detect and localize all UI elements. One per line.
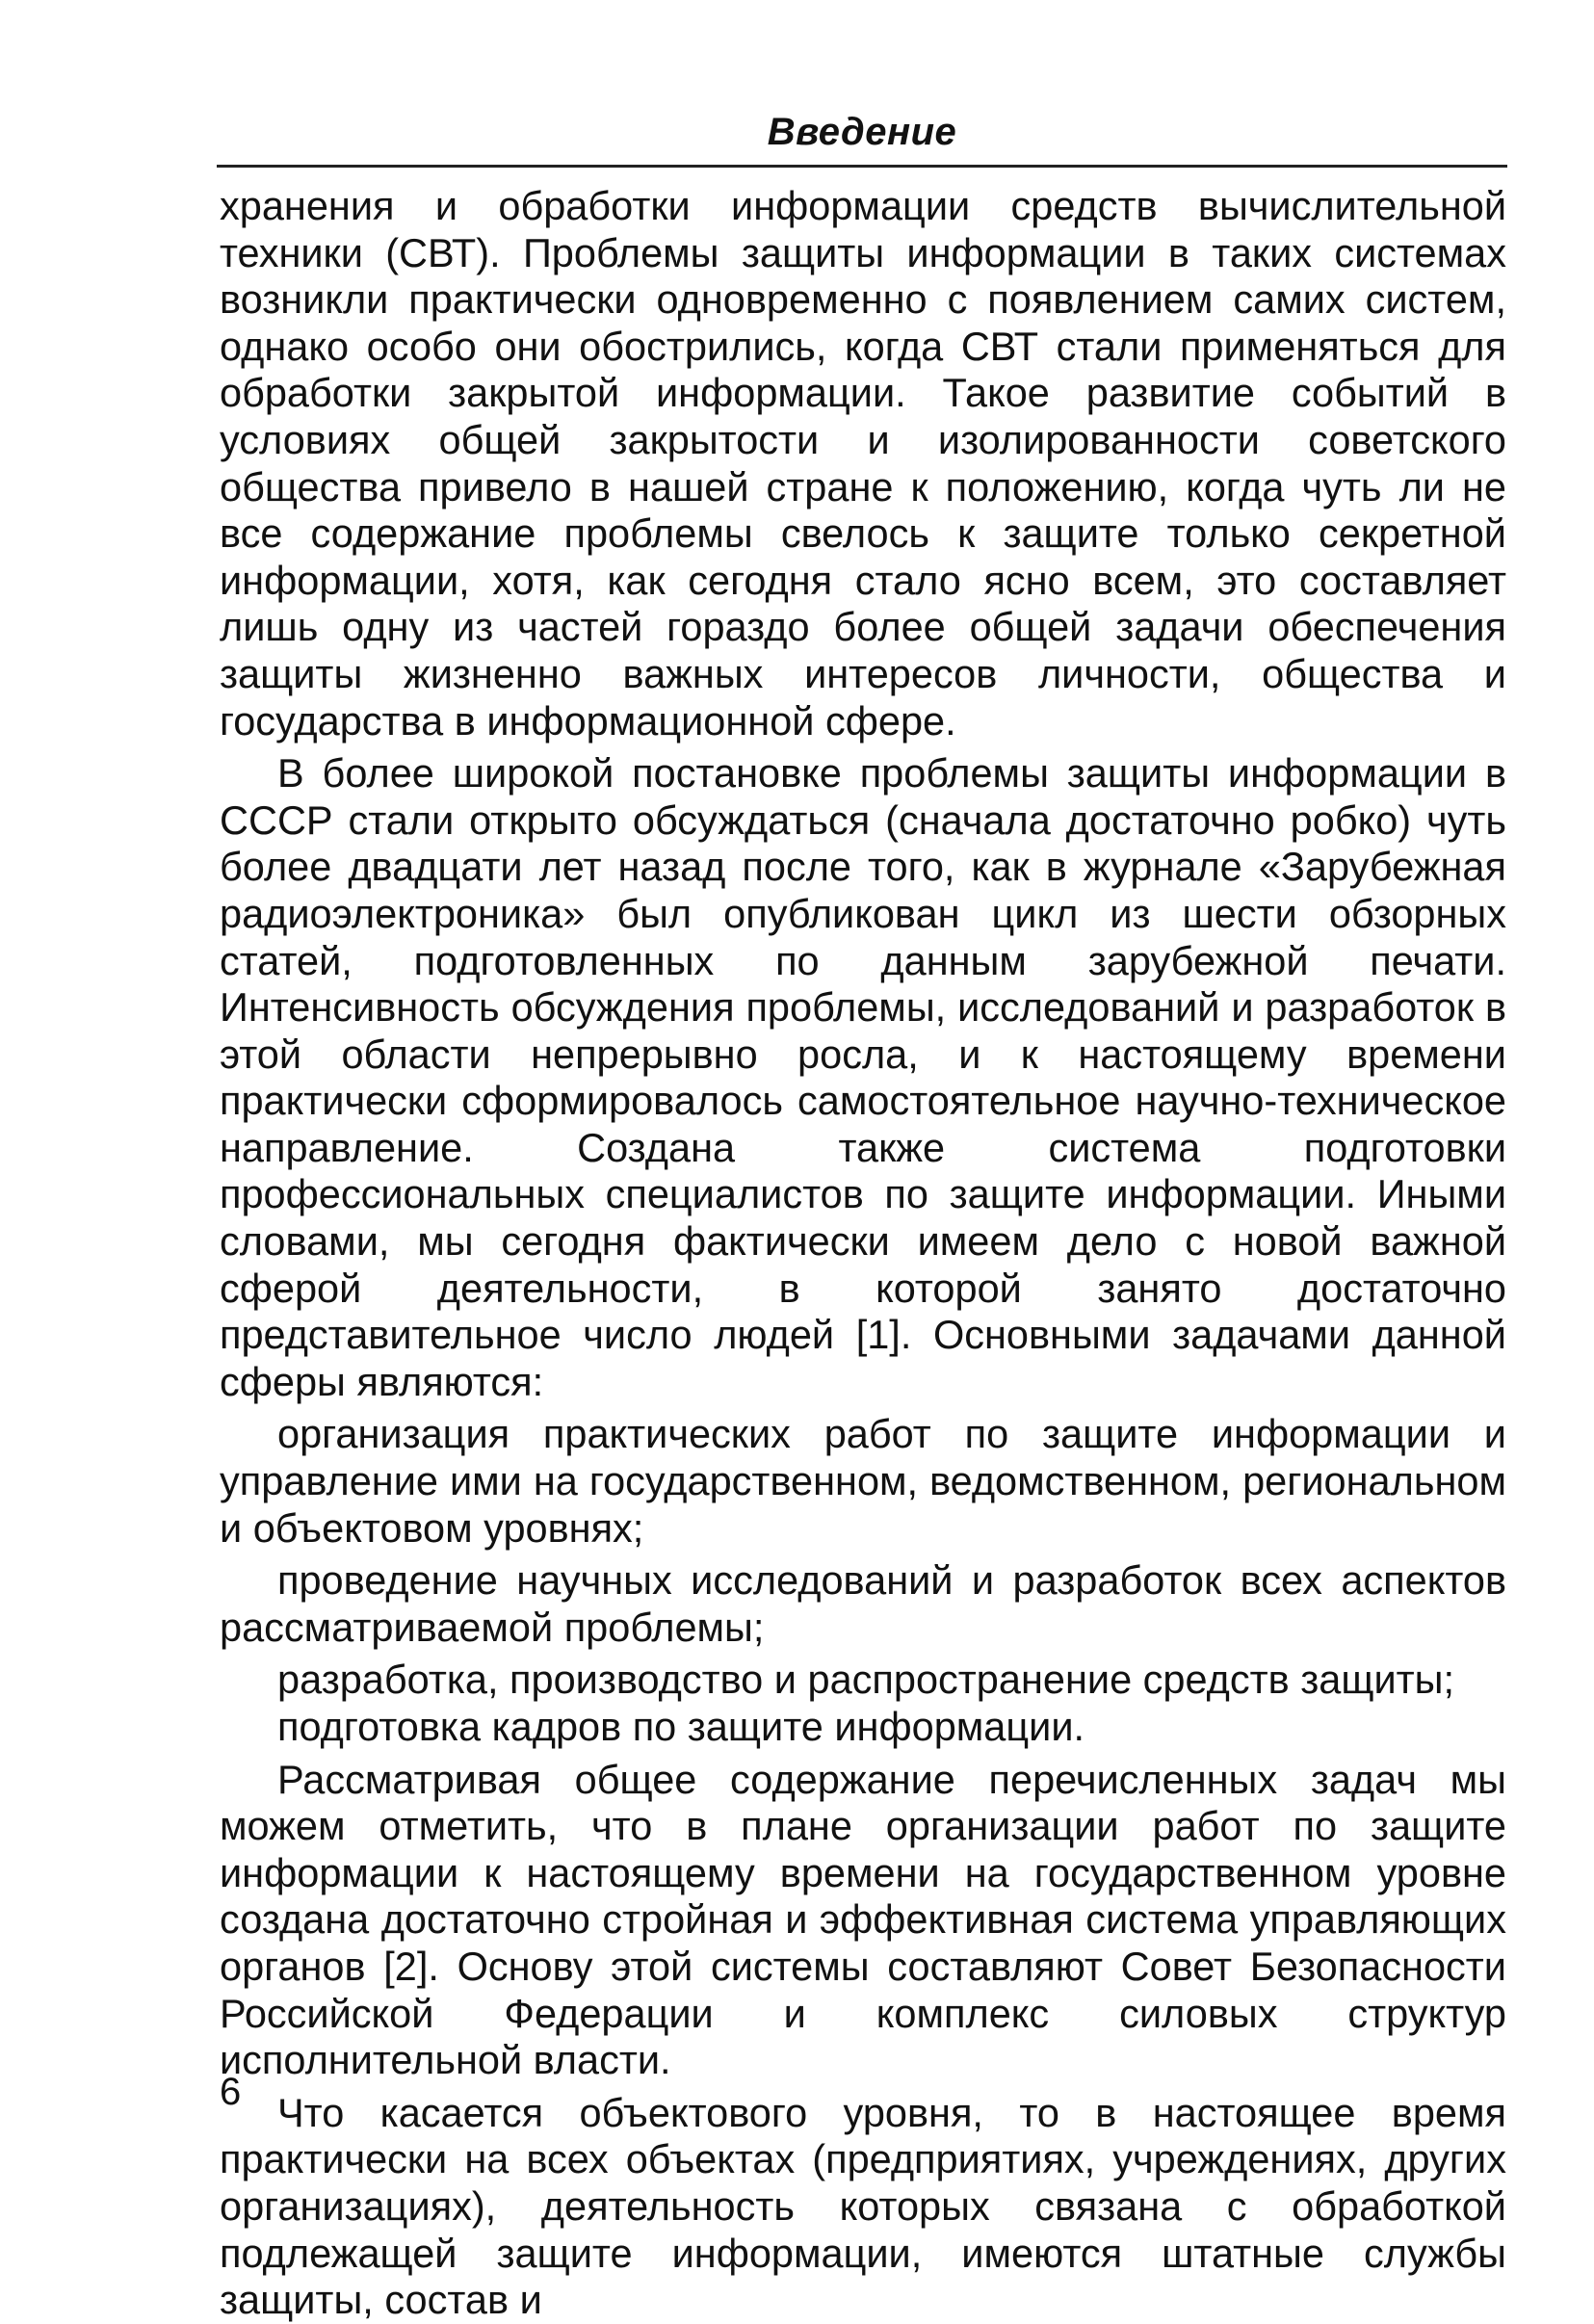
paragraph: Рассматривая общее содержание перечисленных задач мы можем отметить, что в плане организации работ по защите информации к настоящему времени на государственном уровне создана достаточно стройная и эффективная система управляющих органов [2]. Основу этой системы составляют Совет Безопасности Российской Федерации и комплекс силовых структур исполнительной власти. xyxy=(220,1756,1506,2083)
list-item: организация практических работ по защите информации и управление ими на государственном, ведомственном, региональном и объектовом уровнях; xyxy=(220,1411,1506,1551)
list-item: проведение научных исследований и разработок всех аспектов рассматриваемой проблемы; xyxy=(220,1557,1506,1650)
paragraph: В более широкой постановке проблемы защиты информации в СССР стали открыто обсуждаться (сначала достаточно робко) чуть более двадцати лет назад после того, как в журнале «Зарубежная радиоэлектроника» был опубликован цикл из шести обзорных статей, подготовленных по данным зарубежной печати. Интенсивность обсуждения проблемы, исследований и разработок в этой области непрерывно росла, и к настоящему времени практически сформировалось самостоятельное научно-техническое направление. Создана также система подготовки профессиональных специалистов по защите информации. Иными словами, мы сегодня фактически имеем дело с новой важной сферой деятельности, в которой занято достаточно представительное число людей [1]. Основными задачами данной сферы являются: xyxy=(220,750,1506,1404)
page-number: 6 xyxy=(220,2071,242,2113)
list-item: разработка, производство и распространение средств защиты; xyxy=(277,1657,1455,1703)
list-item: подготовка кадров по защите информации. xyxy=(277,1704,1085,1749)
header-title: Введение xyxy=(767,111,957,153)
paragraph: Что касается объектового уровня, то в настоящее время практически на всех объектах (предприятиях, учреждениях, других организациях), деятельность которых связана с обработкой подлежащей защите информации, имеются штатные службы защиты, состав и xyxy=(220,2089,1506,2323)
running-header xyxy=(217,108,1507,168)
page-body xyxy=(220,183,1506,2324)
paragraph: хранения и обработки информации средств вычислительной техники (СВТ). Проблемы защиты информации в таких системах возникли практически одновременно с появлением самих систем, однако особо они обострились, когда СВТ стали применяться для обработки закрытой информации. Такое развитие событий в условиях общей закрытости и изолированности советского общества привело в нашей стране к положению, когда чуть ли не все содержание проблемы свелось к защите только секретной информации, хотя, как сегодня стало ясно всем, это составляет лишь одну из частей гораздо более общей задачи обеспечения защиты жизненно важных интересов личности, общества и государства в информационной сфере. xyxy=(220,183,1506,744)
